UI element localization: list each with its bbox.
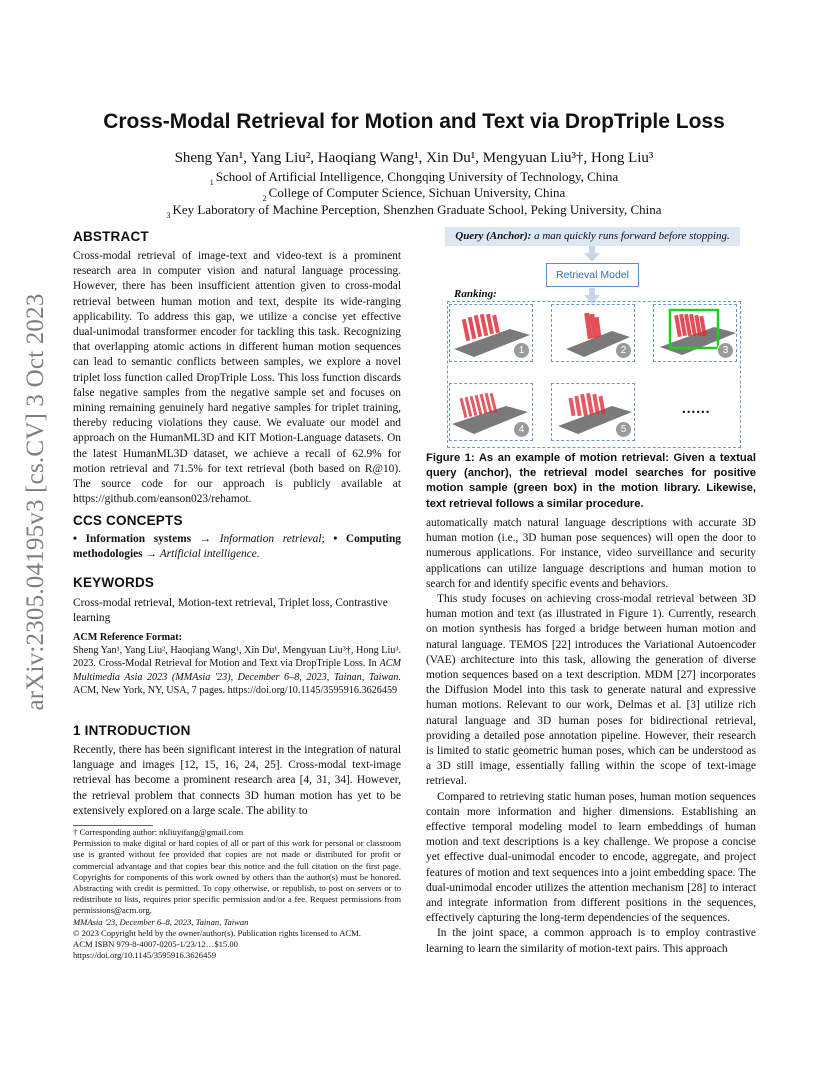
ccs-heading: CCS CONCEPTS	[73, 513, 183, 528]
abstract-body: Cross-modal retrieval of image-text and video-text is a prominent research area in computer vision and natural language processing. However, there has been insufficient attention given to cross-modal retrieval between human motion and text, despite its wide-ranging applicability. To address this gap, we utilize a concise yet effective dual-unimodal transformer encoder for tackling this task. Recognizing that overlapping atomic actions in different human motion sequences can lead to semantic conflicts between samples, we explore a novel triplet loss function called DropTriple Loss. This loss function discards false negative samples from the negative sample set and focuses on mining remaining genuinely hard negative samples for triplet training, thereby reducing violations they cause. We evaluate our model and approach on the HumanML3D and KIT Motion-Language datasets. On the latest HumanML3D dataset, we achieve a recall of 62.9% for motion retrieval and 71.5% for text retrieval (both based on R@10). The source code for our approach is publicly available at https://github.com/eanson023/rehamot.	[73, 250, 401, 506]
affiliation-1: $_1$ School of Artificial Intelligence, Chongqing University of Technology, China	[209, 169, 619, 187]
isbn-line: ACM ISBN 979-8-4007-0205-1/23/12…$15.00	[73, 939, 238, 950]
author-list: Sheng Yan¹, Yang Liu², Haoqiang Wang¹, Xin Du¹, Mengyuan Liu³†, Hong Liu³	[174, 150, 654, 166]
acm-reference-heading: ACM Reference Format:	[73, 632, 182, 643]
ccs-body: • Information systems → Information retrieval; • Computing methodologies → Artificial intelligence.	[73, 533, 402, 561]
retrieval-model-box: Retrieval Model	[546, 263, 639, 287]
arxiv-stamp-text: arXiv:2305.04195v3 [cs.CV] 3 Oct 2023	[22, 293, 49, 711]
affiliation-3: $_3$ Key Laboratory of Machine Perception, Shenzhen Graduate School, Peking University, China	[166, 202, 662, 220]
ranking-label: Ranking:	[454, 288, 497, 300]
query-bar: Query (Anchor): a man quickly runs forward before stopping.	[445, 227, 740, 246]
rank-number-5: 5	[615, 421, 632, 438]
arxiv-stamp	[16, 292, 56, 712]
copyright-line: © 2023 Copyright held by the owner/author(s). Publication rights licensed to ACM.	[73, 927, 361, 938]
more-results-ellipsis: ......	[682, 401, 711, 417]
footnote-block	[73, 827, 401, 961]
keywords-body: Cross-modal retrieval, Motion-text retrieval, Triplet loss, Contrastive learning	[73, 597, 388, 625]
rank-number-1: 1	[513, 342, 530, 359]
rank-cell-1	[449, 304, 533, 362]
doi-line: https://doi.org/10.1145/3595916.3626459	[73, 950, 216, 961]
rank-cell-4	[449, 383, 533, 441]
rank-number-2: 2	[615, 342, 632, 359]
paper-title: Cross-Modal Retrieval for Motion and Text via DropTriple Loss	[103, 110, 725, 133]
introduction-right: automatically match natural language descriptions with accurate 3D human motion (i.e., 3D human pose sequences) will open the door to numerous applications. For instance, video surveillance and security applications can utilize language descriptions and human motion to search for and identify specific events and behaviors. This study focuses on achieving cross-modal retrieval between 3D human motion and text (as illustrated in Figure 1). Currently, research on motion synthesis has forged a bridge between human motion and natural language. TEMOS [22] introduces the Variational Autoencoder (VAE) architecture into this task, allowing the generation of diverse motion sequences based on a text description. MDM [27] incorporates the Diffusion Model into this task to generate natural and expressive human motions. Relevant to our work, Delmas et al. [3] utilize rich natural language and 3D human poses for bidirectional retrieval, providing a detailed pose annotation pipeline. However, their research is limited to static geometric human poses, which can be understood as a 3D still image, essentially falling within the scope of text-image retrieval. Compared to retrieving static human poses, human motion sequences contain more information and higher dimensions. Establishing an effective temporal modeling model to learn embeddings of human motion and text descriptions is a key challenge. We propose a concise yet effective dual-unimodal encoder to encode, aggregate, and project features of motion and text sequences into a joint embedding space. The dual-unimodal encoder utilizes the attention mechanism [28] to interact and integrate information from different positions in the sequences, effectively capturing the long-term dependencies of the sequences. In the joint space, a common approach is to employ contrastive learning to learn the similarity of motion-text pairs. This approach	[426, 517, 756, 955]
introduction-left: Recently, there has been significant interest in the integration of natural language and images [12, 15, 16, 24, 25]. Cross-modal text-image retrieval has become a prominent research area [4, 31, 34]. However, the retrieval problem that connects 3D human motion has yet to be extensively explored on a large scale. The ability to	[73, 744, 401, 817]
keywords-heading: KEYWORDS	[73, 575, 155, 590]
rank-number-4: 4	[513, 421, 530, 438]
rank-cell-5	[551, 383, 635, 441]
corresponding-author: † Corresponding author: nkliuyifang@gmail.com	[73, 827, 244, 837]
rank-cell-3	[653, 304, 737, 362]
affiliation-2: $_2$ College of Computer Science, Sichuan University, China	[262, 185, 566, 203]
abstract-heading: ABSTRACT	[73, 229, 149, 244]
footnote-rule	[73, 825, 153, 826]
introduction-heading: 1 INTRODUCTION	[73, 723, 191, 738]
figure-1	[445, 227, 740, 447]
down-arrow-icon	[584, 253, 600, 262]
rank-cell-2	[551, 304, 635, 362]
acm-reference-text: Sheng Yan¹, Yang Liu², Haoqiang Wang¹, Xin Du¹, Mengyuan Liu³†, Hong Liu³. 2023. Cross-Modal Retrieval for Motion and Text via DropTriple Loss. In ACM Multimedia Asia 2023 (MMAsia '23), December 6–8, 2023, Tainan, Taiwan. ACM, New York, NY, USA, 7 pages. https://doi.org/10.1145/3595916.3626459	[73, 645, 401, 696]
acm-reference	[73, 631, 401, 697]
venue-line: MMAsia '23, December 6–8, 2023, Tainan, Taiwan	[73, 916, 249, 927]
rank-number-3: 3	[717, 342, 734, 359]
figure-1-caption: Figure 1: As an example of motion retrieval: Given a textual query (anchor), the retrieval model searches for positive motion sample (green box) in the motion library. Likewise, text retrieval follows a similar procedure.	[426, 452, 756, 510]
permission-notice: Permission to make digital or hard copies of all or part of this work for personal or classroom use is granted without fee provided that copies are not made or distributed for profit or commercial advantage and that copies bear this notice and the full citation on the first page. Copyrights for components of this work owned by others than the author(s) must be honored. Abstracting with credit is permitted. To copy otherwise, or republish, to post on servers or to redistribute to lists, requires prior specific permission and/or a fee. Request permissions from permissions@acm.org.	[73, 838, 401, 916]
